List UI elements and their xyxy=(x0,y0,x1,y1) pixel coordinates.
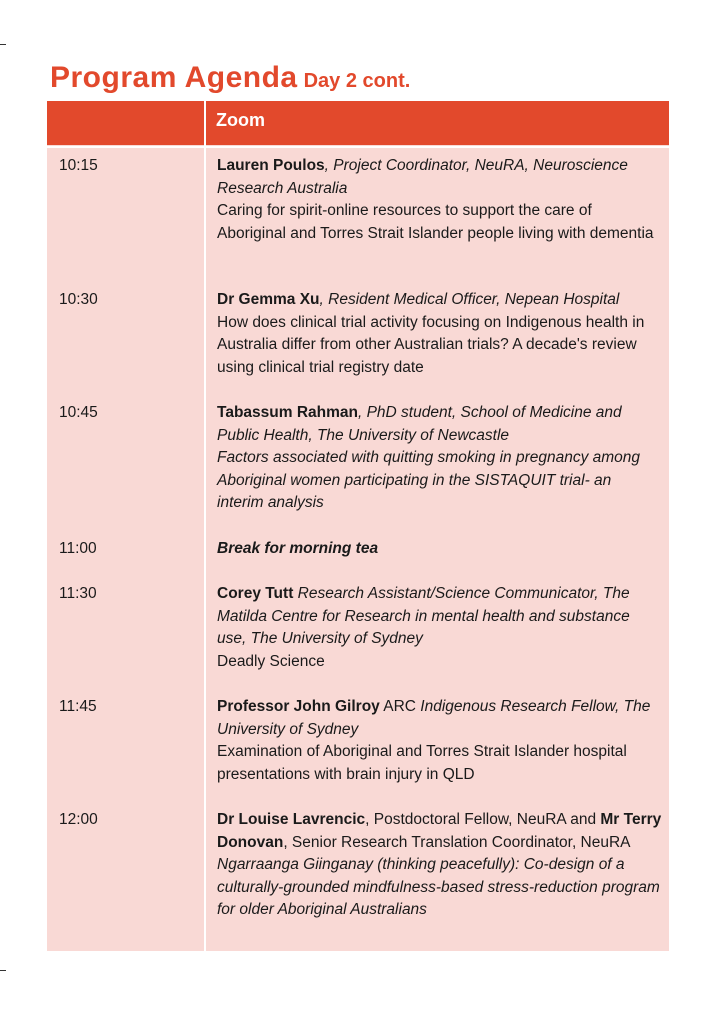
talk-title xyxy=(217,854,662,922)
speaker-line xyxy=(217,289,662,312)
talk-title: How does clinical trial activity focusing on Indigenous health in Australia differ from other Australian trials? A decade's review using clinical trial registry date xyxy=(217,313,645,376)
speaker-line xyxy=(217,402,662,447)
session-details xyxy=(217,583,662,673)
session-time: 10:30 xyxy=(59,291,98,308)
page-title: Program Agenda xyxy=(50,61,298,94)
speaker-role: Indigenous Research Fellow, The University of Sydney xyxy=(217,698,651,738)
speaker-name: Dr Gemma Xu xyxy=(217,291,320,308)
speaker-name: Dr Louise Lavrencic xyxy=(217,811,366,828)
speaker-role: , Resident Medical Officer, Nepean Hospital xyxy=(319,291,620,308)
session-details xyxy=(217,289,662,379)
column-divider xyxy=(204,145,206,951)
break-label: Break for morning tea xyxy=(217,540,379,557)
session-details xyxy=(217,155,662,245)
speaker-line xyxy=(217,583,662,651)
session-time: 11:00 xyxy=(59,540,97,557)
talk-title: Deadly Science xyxy=(217,652,325,670)
session-time: 11:45 xyxy=(59,698,97,715)
speaker-role: , Project Coordinator, NeuRA, Neuroscience Research Australia xyxy=(217,157,628,197)
session-details xyxy=(217,538,662,561)
speaker-name: Professor John Gilroy xyxy=(217,698,380,715)
speaker-role-2: , Senior Research Translation Coordinator, NeuRA xyxy=(283,833,631,851)
session-time: 12:00 xyxy=(59,811,98,828)
session-time: 10:45 xyxy=(59,404,98,421)
speaker-name: Corey Tutt xyxy=(217,585,294,602)
speaker-role-prefix: ARC xyxy=(379,698,421,715)
talk-title-text: Factors associated with quitting smoking in pregnancy among Aboriginal women participating in the SISTAQUIT trial- an interim analysis xyxy=(217,449,641,511)
header-divider xyxy=(47,146,669,148)
header-column-divider xyxy=(204,101,206,145)
talk-title: Caring for spirit-online resources to support the care of Aboriginal and Torres Strait Islander people living with dementia xyxy=(217,202,654,242)
speaker-line xyxy=(217,696,662,741)
session-details xyxy=(217,402,662,515)
agenda-table xyxy=(47,101,669,951)
talk-title xyxy=(217,447,662,515)
talk-title-text: Ngarraanga Giinganay (thinking peacefully): Co-design of a culturally-grounded mindfulness-based stress-reduction program for older Aboriginal Australians xyxy=(217,856,660,918)
break-line xyxy=(217,538,662,561)
speaker-line xyxy=(217,809,662,854)
crop-mark-top-left xyxy=(0,44,6,45)
session-details xyxy=(217,696,662,786)
session-details xyxy=(217,809,662,922)
speaker-role: , Postdoctoral Fellow, NeuRA and xyxy=(365,811,601,828)
speaker-role: Research Assistant/Science Communicator, The Matilda Centre for Research in mental health and substance use, The University of Sydney xyxy=(217,585,630,647)
speaker-name: Tabassum Rahman xyxy=(217,404,358,421)
table-header xyxy=(47,101,669,145)
speaker-name: Lauren Poulos xyxy=(217,157,325,174)
speaker-name-2: Mr Terry Donovan xyxy=(217,811,662,851)
talk-title: Examination of Aboriginal and Torres Strait Islander hospital presentations with brain injury in QLD xyxy=(217,743,627,783)
speaker-line xyxy=(217,155,662,200)
column-header-zoom: Zoom xyxy=(216,110,265,130)
page-subtitle: Day 2 cont. xyxy=(303,70,411,92)
session-time: 11:30 xyxy=(59,585,97,602)
speaker-role: , PhD student, School of Medicine and Public Health, The University of Newcastle xyxy=(217,404,622,444)
session-time: 10:15 xyxy=(59,157,98,174)
crop-mark-bottom-left xyxy=(0,970,6,971)
page-heading xyxy=(50,60,410,93)
